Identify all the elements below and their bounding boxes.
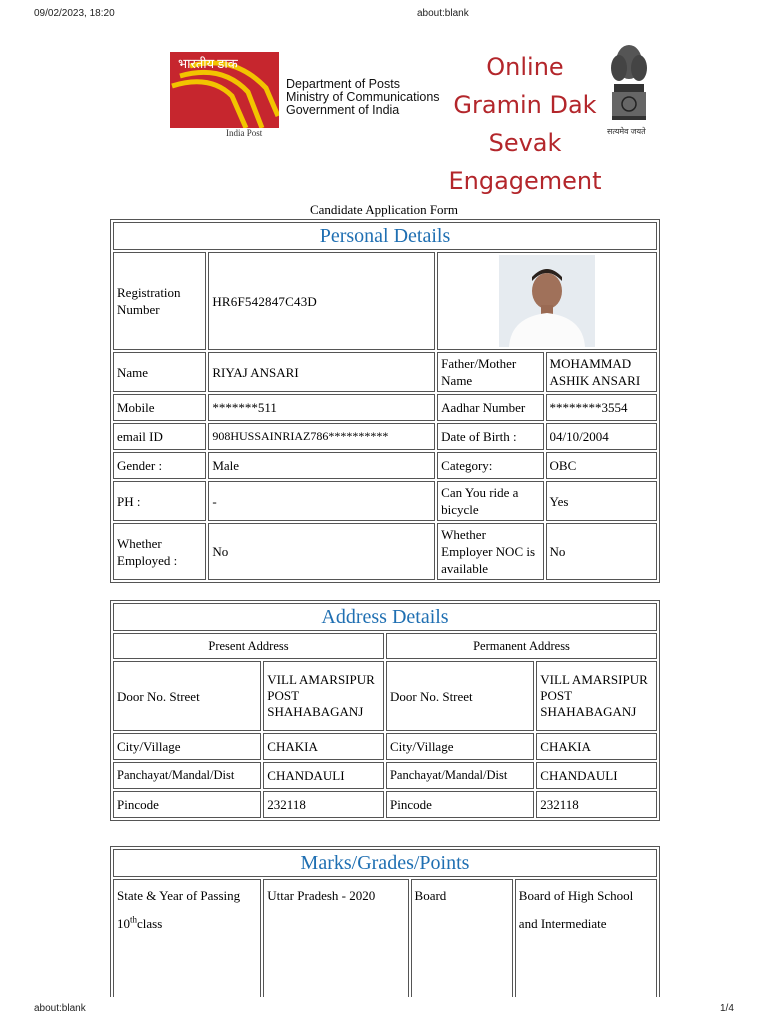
aadhar-label: Aadhar Number (437, 394, 543, 421)
department-block (286, 78, 440, 117)
present-city-value: CHAKIA (263, 733, 384, 760)
father-label: Father/Mother Name (437, 352, 543, 392)
email-value: 908HUSSAINRIAZ786********** (208, 423, 435, 450)
employed-label: Whether Employed : (113, 523, 206, 580)
dept-line-2: Ministry of Communications (286, 90, 440, 104)
address-details-section (110, 600, 660, 821)
bicycle-value: Yes (546, 481, 657, 521)
noc-value: No (546, 523, 657, 580)
personal-details-section (110, 219, 660, 583)
title-line-3: Sevak (488, 129, 562, 157)
personal-details-heading: Personal Details (113, 222, 657, 250)
print-url: about:blank (417, 8, 469, 19)
address-details-table (111, 601, 659, 820)
permanent-door-value: VILL AMARSIPUR POST SHAHABAGANJ (536, 661, 657, 731)
class-word: class (137, 916, 163, 931)
address-details-heading: Address Details (113, 603, 657, 631)
marks-heading: Marks/Grades/Points (113, 849, 657, 877)
email-label: email ID (113, 423, 206, 450)
state-year-label (113, 879, 261, 997)
candidate-photo (499, 255, 595, 347)
print-datetime: 09/02/2023, 18:20 (34, 8, 115, 19)
present-address-heading: Present Address (113, 633, 384, 659)
board-value: Board of High School and Intermediate (515, 879, 657, 997)
logo-hindi-text: भारतीय डाक (178, 56, 238, 71)
photo-cell (437, 252, 657, 350)
present-dist-value: CHANDAULI (263, 762, 384, 789)
present-door-label: Door No. Street (113, 661, 261, 731)
permanent-pin-value: 232118 (536, 791, 657, 818)
footer-page-number: 1/4 (720, 1003, 734, 1014)
form-subtitle: Candidate Application Form (309, 202, 459, 217)
class-number: 10 (117, 916, 130, 931)
dept-line-1: Department of Posts (286, 77, 400, 91)
board-label: Board (411, 879, 513, 997)
noc-label: Whether Employer NOC is available (437, 523, 543, 580)
permanent-city-label: City/Village (386, 733, 534, 760)
aadhar-value: ********3554 (546, 394, 657, 421)
permanent-dist-value: CHANDAULI (536, 762, 657, 789)
permanent-dist-label: Panchayat/Mandal/Dist (386, 762, 534, 789)
permanent-door-label: Door No. Street (386, 661, 534, 731)
employed-value: No (208, 523, 435, 580)
india-post-text: India Post (226, 128, 263, 138)
father-value: MOHAMMAD ASHIK ANSARI (546, 352, 657, 392)
present-city-label: City/Village (113, 733, 261, 760)
title-line-4: Engagement (448, 167, 602, 195)
mobile-label: Mobile (113, 394, 206, 421)
present-pin-value: 232118 (263, 791, 384, 818)
dept-line-3: Government of India (286, 103, 400, 117)
dob-value: 04/10/2004 (546, 423, 657, 450)
gender-label: Gender : (113, 452, 206, 479)
present-dist-label: Panchayat/Mandal/Dist (113, 762, 261, 789)
dob-label: Date of Birth : (437, 423, 543, 450)
permanent-city-value: CHAKIA (536, 733, 657, 760)
national-emblem-icon (606, 40, 652, 140)
title-line-1: Online (486, 53, 564, 81)
permanent-address-heading: Permanent Address (386, 633, 657, 659)
ph-value: - (208, 481, 435, 521)
registration-label: Registration Number (113, 252, 206, 350)
permanent-pin-label: Pincode (386, 791, 534, 818)
state-year-value: Uttar Pradesh - 2020 (263, 879, 408, 997)
india-post-logo (170, 52, 279, 128)
state-year-label-text: State & Year of Passing (117, 888, 241, 903)
emblem-motto: सत्यमेव जयते (607, 127, 646, 136)
ph-label: PH : (113, 481, 206, 521)
personal-details-table (111, 220, 659, 582)
footer-url: about:blank (34, 1003, 86, 1014)
present-door-value: VILL AMARSIPUR POST SHAHABAGANJ (263, 661, 384, 731)
page-title (440, 48, 610, 200)
person-photo-icon (499, 255, 595, 347)
name-value: RIYAJ ANSARI (208, 352, 435, 392)
gender-value: Male (208, 452, 435, 479)
marks-section (110, 846, 660, 997)
name-label: Name (113, 352, 206, 392)
title-line-2: Gramin Dak (453, 91, 597, 119)
registration-value: HR6F542847C43D (208, 252, 435, 350)
category-label: Category: (437, 452, 543, 479)
marks-table (111, 847, 659, 997)
category-value: OBC (546, 452, 657, 479)
mobile-value: *******511 (208, 394, 435, 421)
present-pin-label: Pincode (113, 791, 261, 818)
class-suffix: th (130, 914, 138, 925)
bicycle-label: Can You ride a bicycle (437, 481, 543, 521)
